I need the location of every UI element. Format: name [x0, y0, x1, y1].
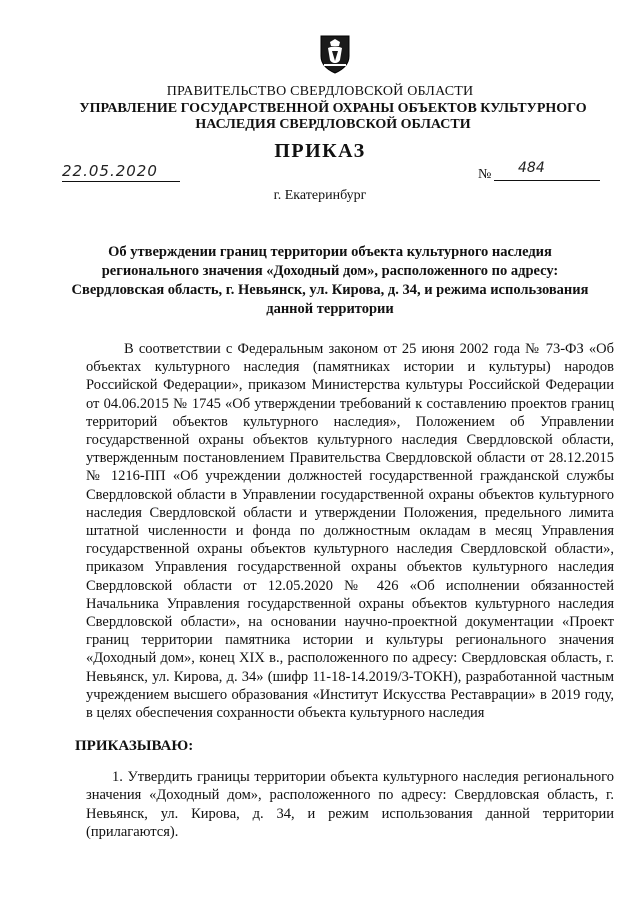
date-underline: [62, 181, 180, 182]
coat-of-arms-icon: [318, 34, 352, 74]
document-type-title: ПРИКАЗ: [274, 140, 366, 162]
order-number: 484: [518, 160, 545, 176]
government-name: ПРАВИТЕЛЬСТВО СВЕРДЛОВСКОЙ ОБЛАСТИ: [166, 84, 474, 99]
number-label: №: [478, 167, 492, 182]
department-name: УПРАВЛЕНИЕ ГОСУДАРСТВЕННОЙ ОХРАНЫ ОБЪЕКТОВ КУЛЬТУРНОГО НАСЛЕДИЯ СВЕРДЛОВСКОЙ ОБЛАСТИ: [79, 101, 587, 132]
order-date: 22.05.2020: [62, 162, 158, 180]
preamble-paragraph: В соответствии с Федеральным законом от 25 июня 2002 года № 73-ФЗ «Об объектах культурного наследия (памятниках истории и культуры) народов Российской Федерации», приказом Министерства культуры Российской Федерации от 04.06.2015 № 1745 «Об утверждении требований к составлению проектов границ территорий объектов культурного наследия», Положением об Управлении государственной охраны объектов культурного наследия Свердловской области, утвержденным постановлением Правительства Свердловской области от 28.12.2015 № 1216-ПП «Об учреждении должностей государственной гражданской службы Свердловской области в Управлении государственной охраны объектов культурного наследия Свердловской области и утверждении Положения, предельного лимита штатной численности и фонда по должностным окладам в месяц Управления государственной охраны объектов культурного наследия Свердловской области», приказом Управления государственной охраны объектов культурного наследия Свердловской области от 12.05.2020 № 426 «Об исполнении обязанностей Начальника Управления государственной охраны объектов культурного наследия Свердловской области», на основании научно-проектной документации «Проект границ территории памятника истории и культуры регионального значения «Доходный дом», конец XIX в., расположенного по адресу: Свердловская область, г. Невьянск, ул. Кирова, д. 34» (шифр 11-18-14.2019/3-ТОКН), разработанной частным учреждением высшего образования «Институт Искусства Реставрации» в 2019 году, в целях обеспечения сохранности объекта культурного наследия: [86, 341, 614, 722]
city: г. Екатеринбург: [273, 188, 367, 203]
order-heading: Об утверждении границ территории объекта культурного наследия регионального значения «Доходный дом», расположенного по адресу: Свердловская область, г. Невьянск, ул. Кирова, д. 34, и режима использования данной территории: [71, 244, 589, 317]
order-directive-word: ПРИКАЗЫВАЮ:: [75, 738, 194, 754]
order-item-1: 1. Утвердить границы территории объекта культурного наследия регионального значения «Доходный дом», расположенного по адресу: Свердловская область, г. Невьянск, ул. Кирова, д. 34, и режим использования данной территории (прилагаются).: [86, 769, 614, 841]
number-underline: [494, 180, 600, 181]
